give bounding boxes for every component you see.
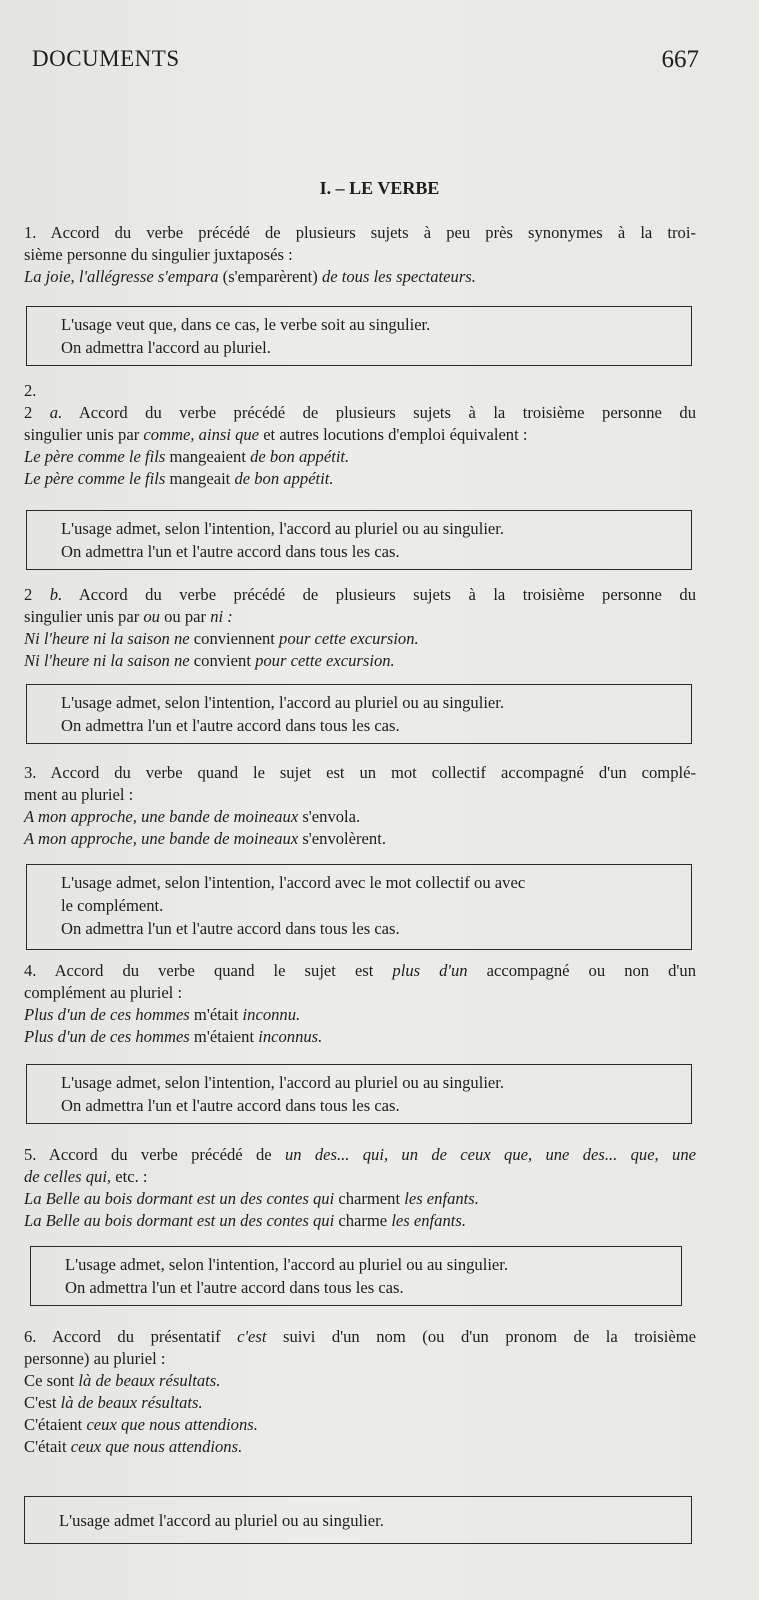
rule-text: 5. Accord du verbe précédé de un des... qui, un de ceux que, une des... que, une — [24, 1145, 696, 1164]
rule-box — [26, 1064, 692, 1124]
example-line: Plus d'un de ces hommes m'était inconnu. — [24, 1005, 301, 1024]
box-text: On admettra l'un et l'autre accord dans tous les cas. — [61, 542, 400, 561]
rule-text: de celles qui, etc. : — [24, 1167, 148, 1186]
example-line: Le père comme le fils mangeait de bon appétit. — [24, 469, 334, 488]
rule-4 — [24, 960, 696, 1048]
rule-box — [26, 684, 692, 744]
box-text: L'usage admet, selon l'intention, l'accord au pluriel ou au singulier. — [61, 519, 505, 538]
rule-5 — [24, 1144, 696, 1232]
box-text: L'usage admet, selon l'intention, l'accord au pluriel ou au singulier. — [65, 1255, 509, 1274]
section-title: I. – LE VERBE — [319, 178, 440, 198]
rule-text: 3. Accord du verbe quand le sujet est un mot collectif accompagné d'un complé- — [24, 763, 696, 782]
box-text: le complément. — [61, 896, 164, 915]
box-text: On admettra l'accord au pluriel. — [61, 338, 271, 357]
rule-number: 2. — [24, 381, 37, 400]
example-line: C'est là de beaux résultats. — [24, 1393, 203, 1412]
example-line: A mon approche, une bande de moineaux s'envolèrent. — [24, 829, 386, 848]
rule-box — [26, 510, 692, 570]
example-line: La joie, l'allégresse s'empara (s'emparèrent) de tous les spectateurs. — [24, 267, 476, 286]
rule-2b — [24, 584, 696, 672]
rule-2a — [24, 380, 696, 490]
example-line: La Belle au bois dormant est un des contes qui charment les enfants. — [24, 1189, 479, 1208]
example-line: La Belle au bois dormant est un des contes qui charme les enfants. — [24, 1211, 466, 1230]
box-text: On admettra l'un et l'autre accord dans tous les cas. — [61, 919, 400, 938]
box-text: On admettra l'un et l'autre accord dans tous les cas. — [65, 1278, 404, 1297]
rule-text: 2 a. Accord du verbe précédé de plusieurs sujets à la troisième personne du — [24, 403, 697, 422]
box-text: L'usage veut que, dans ce cas, le verbe soit au singulier. — [61, 315, 431, 334]
running-header: DOCUMENTS — [32, 46, 180, 71]
example-line: Ce sont là de beaux résultats. — [24, 1371, 221, 1390]
rule-box — [24, 1496, 692, 1544]
example-line: C'étaient ceux que nous attendions. — [24, 1415, 258, 1434]
box-text: L'usage admet, selon l'intention, l'accord avec le mot collectif ou avec — [61, 873, 526, 892]
rule-text: 2 b. Accord du verbe précédé de plusieurs sujets à la troisième personne du — [24, 585, 697, 604]
page-number: 667 — [661, 46, 699, 73]
example-line: Ni l'heure ni la saison ne conviennent pour cette excursion. — [24, 629, 419, 648]
rule-text: personne) au pluriel : — [24, 1349, 166, 1368]
rule-text: singulier unis par ou ou par ni : — [24, 607, 233, 626]
rule-6 — [24, 1326, 696, 1458]
rule-box — [26, 306, 692, 366]
example-line: Le père comme le fils mangeaient de bon appétit. — [24, 447, 350, 466]
example-line: A mon approche, une bande de moineaux s'envola. — [24, 807, 361, 826]
box-text: L'usage admet, selon l'intention, l'accord au pluriel ou au singulier. — [61, 1073, 505, 1092]
rule-3 — [24, 762, 696, 850]
rule-text: 1. Accord du verbe précédé de plusieurs sujets à peu près synonymes à la troi- — [24, 223, 696, 242]
example-line: Ni l'heure ni la saison ne convient pour cette excursion. — [24, 651, 395, 670]
box-text: On admettra l'un et l'autre accord dans tous les cas. — [61, 716, 400, 735]
rule-text: singulier unis par comme, ainsi que et autres locutions d'emploi équivalent : — [24, 425, 528, 444]
rule-text: 6. Accord du présentatif c'est suivi d'un nom (ou d'un pronom de la troisième — [24, 1327, 696, 1346]
rule-text: ment au pluriel : — [24, 785, 134, 804]
box-text: L'usage admet, selon l'intention, l'accord au pluriel ou au singulier. — [61, 693, 505, 712]
rule-box — [26, 864, 692, 950]
rule-text: sième personne du singulier juxtaposés : — [24, 245, 293, 264]
rule-1 — [24, 222, 696, 288]
rule-text: 4. Accord du verbe quand le sujet est plus d'un accompagné ou non d'un — [24, 961, 696, 980]
rule-text: complément au pluriel : — [24, 983, 183, 1002]
box-text: On admettra l'un et l'autre accord dans tous les cas. — [61, 1096, 400, 1115]
box-text: L'usage admet l'accord au pluriel ou au singulier. — [59, 1511, 384, 1530]
example-line: Plus d'un de ces hommes m'étaient inconnus. — [24, 1027, 323, 1046]
rule-box — [30, 1246, 682, 1306]
example-line: C'était ceux que nous attendions. — [24, 1437, 243, 1456]
